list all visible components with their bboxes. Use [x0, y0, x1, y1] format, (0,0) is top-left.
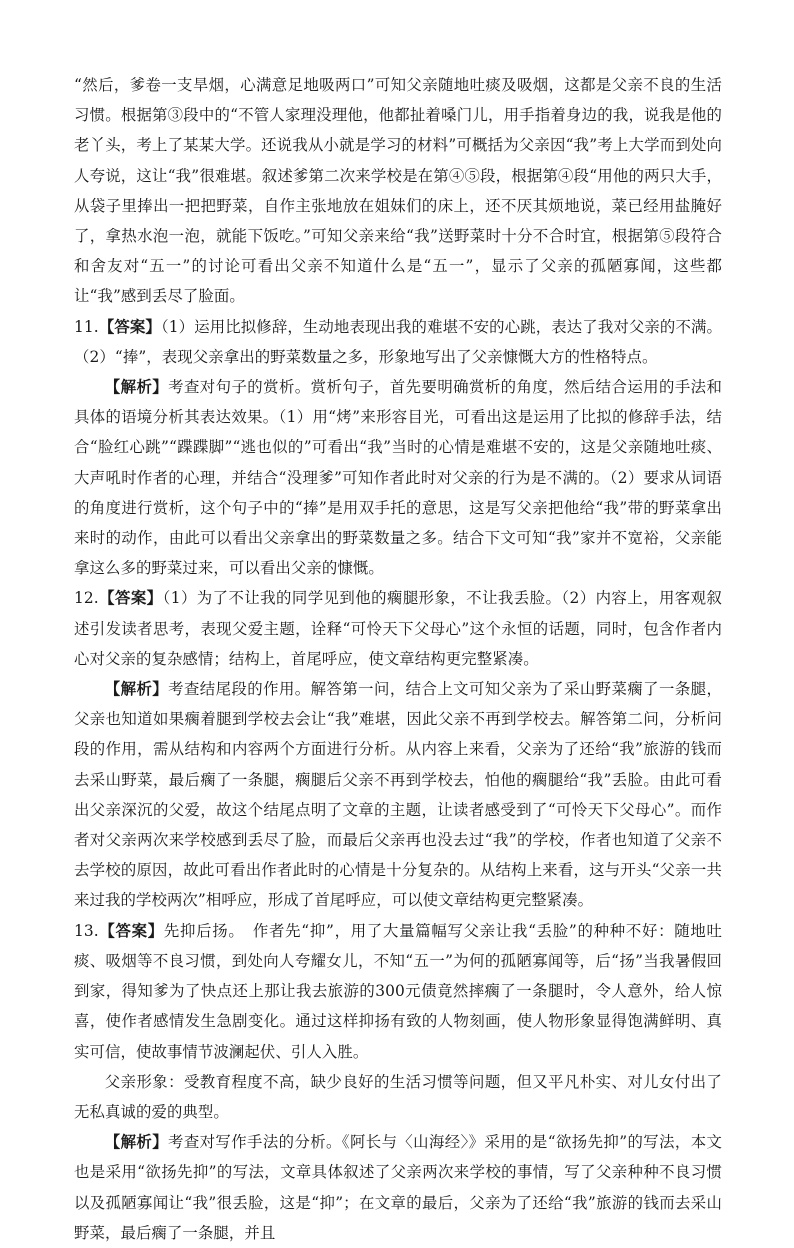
- answer-analysis-text: [74, 70, 722, 1248]
- question-12-answer: [74, 583, 722, 674]
- answer-tag: 【答案】: [98, 317, 161, 336]
- analysis-tag: 【解析】: [104, 680, 169, 699]
- question-11-analysis: [74, 372, 722, 583]
- analysis-text: 考查对写作手法的分析。《阿长与〈山海经〉》采用的是“欲扬先抑”的写法，本文也是采用“欲扬先抑”的写法，文章具体叙述了父亲两次来学校的事情，写了父亲种种不良习惯以及孤陋寡闻让“我”很丢脸，这是“抑”；在文章的最后，父亲为了还给“我”旅游的钱而去采山野菜，最后瘸了一条腿，并且: [74, 1133, 722, 1242]
- question-12-analysis: [74, 674, 722, 916]
- paragraph-analysis-continued: “然后，爹卷一支旱烟，心满意足地吸两口”可知父亲随地吐痰及吸烟，这都是父亲不良的生活习惯。根据第③段中的“不管人家理没理他，他都扯着嗓门儿，用手指着身边的我，说我是他的老丫头，考上了某某大学。还说我从小就是学习的材料”可概括为父亲因“我”考上大学而到处向人夸说，这让“我”很难堪。叙述爹第二次来学校是在第④⑤段，根据第④段“用他的两只大手，从袋子里捧出一把把野菜，自作主张地放在姐妹们的床上，还不厌其烦地说，菜已经用盐腌好了，拿热水泡一泡，就能下饭吃。”可知父亲来给“我”送野菜时十分不合时宜，根据第⑤段符合和舍友对“五一”的讨论可看出父亲不知道什么是“五一”，显示了父亲的孤陋寡闻，这些都让“我”感到丢尽了脸面。: [74, 76, 722, 306]
- question-number: 12.: [74, 589, 99, 608]
- answer-tag: 【答案】: [98, 589, 163, 608]
- question-13-answer: [74, 916, 722, 1067]
- answer-text: 先抑后扬。 作者先“抑”，用了大量篇幅写父亲让我“丢脸”的种种不好：随地吐痰、吸烟等不良习惯，到处向人夸耀女儿，不知“五一”为何的孤陋寡闻等，后“扬”当我暑假回到家，得知爹为了快点还上那让我去旅游的300元债竟然摔瘸了一条腿时，令人意外，给人惊喜，使作者感情发生急剧变化。通过这样抑扬有致的人物刻画，使人物形象显得饱满鲜明、真实可信，使故事情节波澜起伏、引人入胜。: [74, 921, 722, 1061]
- question-13-analysis: [74, 1127, 722, 1248]
- analysis-tag: 【解析】: [104, 1133, 169, 1152]
- analysis-tag: 【解析】: [104, 378, 169, 397]
- answer-text: （1）运用比拟修辞，生动地表现出我的难堪不安的心跳，表达了我对父亲的不满。（2）“捧”，表现父亲拿出的野菜数量之多，形象地写出了父亲慷慨大方的性格特点。: [74, 317, 722, 366]
- question-11-answer: [74, 312, 722, 372]
- question-number: 13.: [74, 921, 99, 940]
- question-number: 11.: [74, 317, 99, 336]
- analysis-text: 考查对句子的赏析。赏析句子，首先要明确赏析的角度，然后结合运用的手法和具体的语境分析其表达效果。（1）用“烤”来形容目光，可看出这是运用了比拟的修辞手法，结合“脸红心跳”“蹀蹀脚”“逃也似的”可看出“我”当时的心情是难堪不安的，这是父亲随地吐痰、大声吼时作者的心理，并结合“没理爹”可知作者此时对父亲的行为是不满的。（2）要求从词语的角度进行赏析，这个句子中的“捧”是用双手托的意思，这是写父亲把他给“我”带的野菜拿出来时的动作，由此可以看出父亲拿出的野菜数量之多。结合下文可知“我”家并不宽裕，父亲能拿这么多的野菜过来，可以看出父亲的慷慨。: [74, 378, 722, 578]
- analysis-text: 考查结尾段的作用。解答第一问，结合上文可知父亲为了采山野菜瘸了一条腿，父亲也知道如果瘸着腿到学校去会让“我”难堪，因此父亲不再到学校去。解答第二问，分析问段的作用，需从结构和内容两个方面进行分析。从内容上来看，父亲为了还给“我”旅游的钱而去采山野菜，最后瘸了一条腿，瘸腿后父亲不再到学校去，怕他的瘸腿给“我”丢脸。由此可看出父亲深沉的父爱，故这个结尾点明了文章的主题，让读者感受到了“可怜天下父母心”。而作者对父亲两次来学校感到丢尽了脸，而最后父亲再也没去过“我”的学校，作者也知道了父亲不去学校的原因，故此可看出作者此时的心情是十分复杂的。从结构上来看，这与开头“父亲一共来过我的学校两次”相呼应，形成了首尾呼应，可以使文章结构更完整紧凑。: [74, 680, 722, 910]
- answer-text: （1）为了不让我的同学见到他的瘸腿形象，不让我丢脸。（2）内容上，用客观叙述引发读者思考，表现父爱主题，诠释“可怜天下父母心”这个永恒的话题，同时，包含作者内心对父亲的复杂感情；结构上，首尾呼应，使文章结构更完整紧凑。: [74, 589, 722, 668]
- answer-tag: 【答案】: [98, 921, 164, 940]
- question-13-father-image: 父亲形象：受教育程度不高，缺少良好的生活习惯等问题，但又平凡朴实、对儿女付出了无私真诚的爱的典型。: [74, 1072, 722, 1121]
